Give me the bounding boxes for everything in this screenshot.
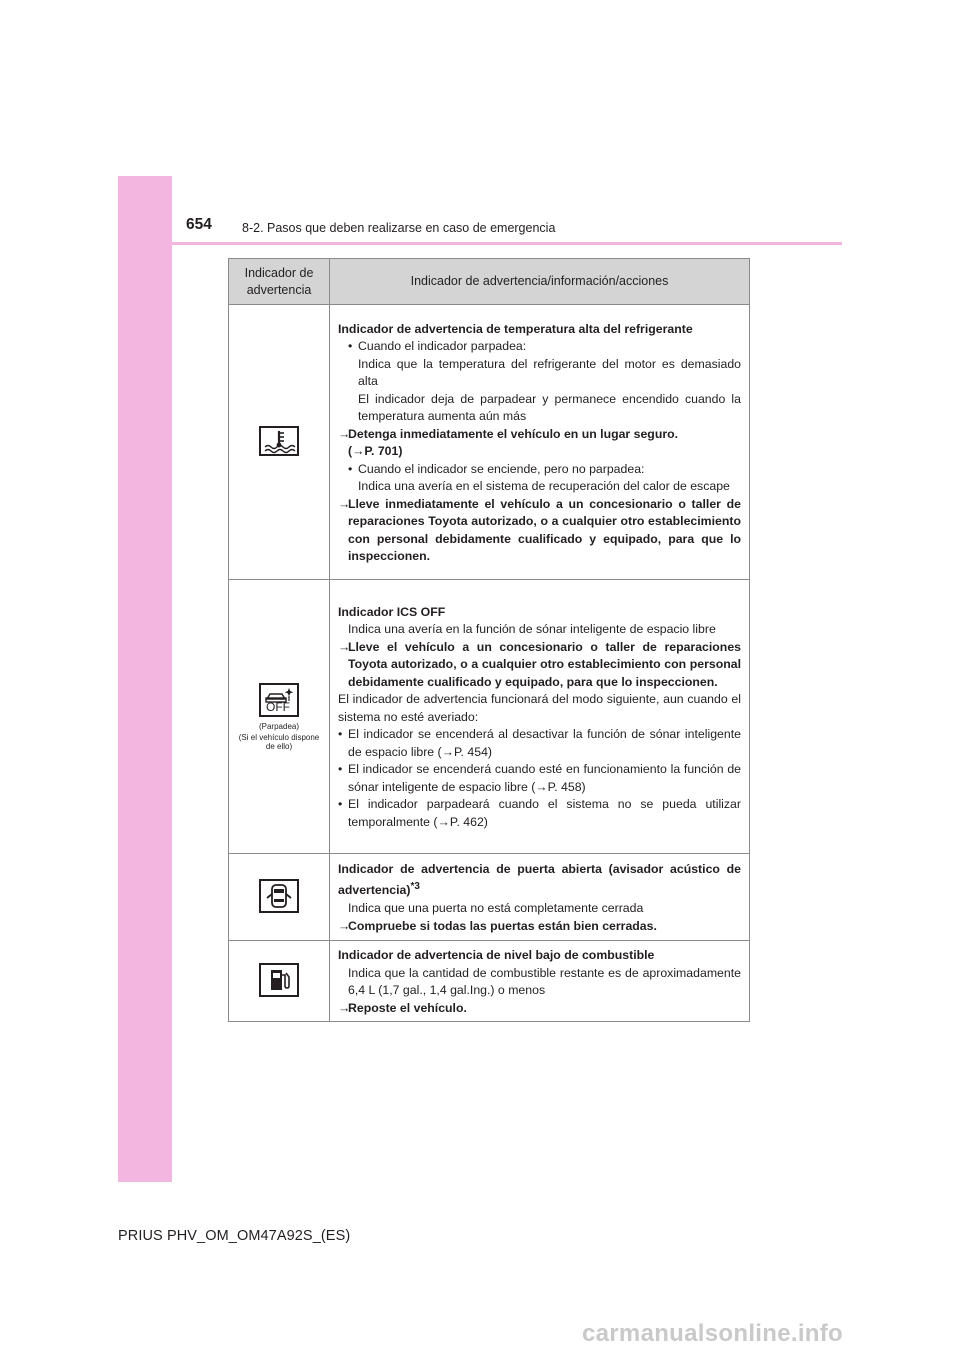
page-reference: (→P. 701) (348, 444, 403, 458)
bullet-item: • El indicador se encenderá cuando esté en funcionamiento la función de sónar inteligente de espacio libre (→P. 458) (338, 762, 741, 794)
door-open-icon (259, 879, 299, 913)
action-item: → Lleve inmediatamente el vehículo a un concesionario o taller de reparaciones Toyota autorizado, o a cualquier otro establecimiento con personal debidamente cualificado y equipado, para que lo inspeccionen. (338, 496, 741, 563)
bullet-item: • El indicador se encenderá al desactivar la función de sónar inteligente de espacio libre (→P. 454) (338, 727, 741, 759)
action-item: → Lleve el vehículo a un concesionario o taller de reparaciones Toyota autorizado, o a cualquier otro establecimiento con personal debidamente cualificado y equipado, para que lo inspeccionen. (338, 639, 741, 689)
coolant-temperature-icon (259, 426, 299, 456)
paragraph: El indicador de advertencia funcionará del modo siguiente, aun cuando el sistema no esté averiado: (338, 692, 741, 724)
table-row (229, 305, 750, 580)
col-header-actions: Indicador de advertencia/información/acciones (330, 259, 750, 305)
icon-cell (229, 305, 330, 580)
row-title: Indicador de advertencia de puerta abierta (avisador acústico de advertencia)$^{*3}$ (338, 861, 741, 898)
icon-cell (229, 941, 330, 1022)
icon-cell (229, 854, 330, 941)
footnote-marker: *3 (410, 881, 420, 893)
bullet-item: • Cuando el indicador parpadea: (348, 339, 527, 353)
icon-caption: (Parpadea) (258, 721, 300, 731)
ics-off-icon (259, 683, 299, 717)
paragraph: Indica una avería en la función de sónar inteligente de espacio libre (348, 622, 716, 637)
row-description (330, 305, 750, 580)
bullet-item: • Cuando el indicador se enciende, pero no parpadea: (348, 461, 645, 476)
icon-cell (229, 580, 330, 854)
section-title: 8-2. Pasos que deben realizarse en caso de emergencia (242, 221, 556, 235)
row-title: Indicador de advertencia de nivel bajo de combustible (338, 948, 655, 962)
row-description (330, 854, 750, 941)
sidebar-tab (118, 176, 172, 1182)
ics-off-label: OFF (266, 699, 290, 714)
page-number: 654 (186, 216, 212, 233)
paragraph: El indicador deja de parpadear y permanece encendido cuando la temperatura aumenta aún más (358, 391, 741, 423)
paragraph: Indica que la cantidad de combustible restante es de aproximadamente 6,4 L (1,7 gal., 1,4 gal.Ing.) o menos (348, 965, 741, 997)
warning-table (228, 258, 750, 1022)
footer-model-code: PRIUS PHV_OM_OM47A92S_(ES) (118, 1228, 351, 1244)
row-description (330, 941, 750, 1022)
header-rule (118, 242, 842, 245)
row-title: Indicador de advertencia de temperatura alta del refrigerante (338, 321, 693, 336)
bullet-item: • El indicador parpadeará cuando el sistema no se pueda utilizar temporalmente (→P. 462) (338, 797, 741, 829)
fuel-pump-icon (259, 963, 299, 997)
col-header-indicator: Indicador de advertencia (229, 259, 330, 305)
table-row (229, 854, 750, 941)
icon-caption: (Si el vehículo dispone de ello) (238, 732, 320, 751)
watermark: carmanualsonline.info (582, 1320, 844, 1347)
action-item: → Compruebe si todas las puertas están bien cerradas. (338, 918, 657, 933)
action-item: → Detenga inmediatamente el vehículo en un lugar seguro. (338, 426, 679, 441)
table-row (229, 580, 750, 854)
table-header-row (229, 259, 750, 305)
paragraph: Indica una avería en el sistema de recuperación del calor de escape (358, 479, 730, 493)
row-title: Indicador ICS OFF (338, 604, 446, 619)
paragraph: Indica que una puerta no está completamente cerrada (348, 901, 644, 916)
row-description (330, 580, 750, 854)
action-item: → Reposte el vehículo. (338, 1000, 467, 1015)
paragraph: Indica que la temperatura del refrigerante del motor es demasiado alta (358, 356, 741, 388)
table-row (229, 941, 750, 1022)
